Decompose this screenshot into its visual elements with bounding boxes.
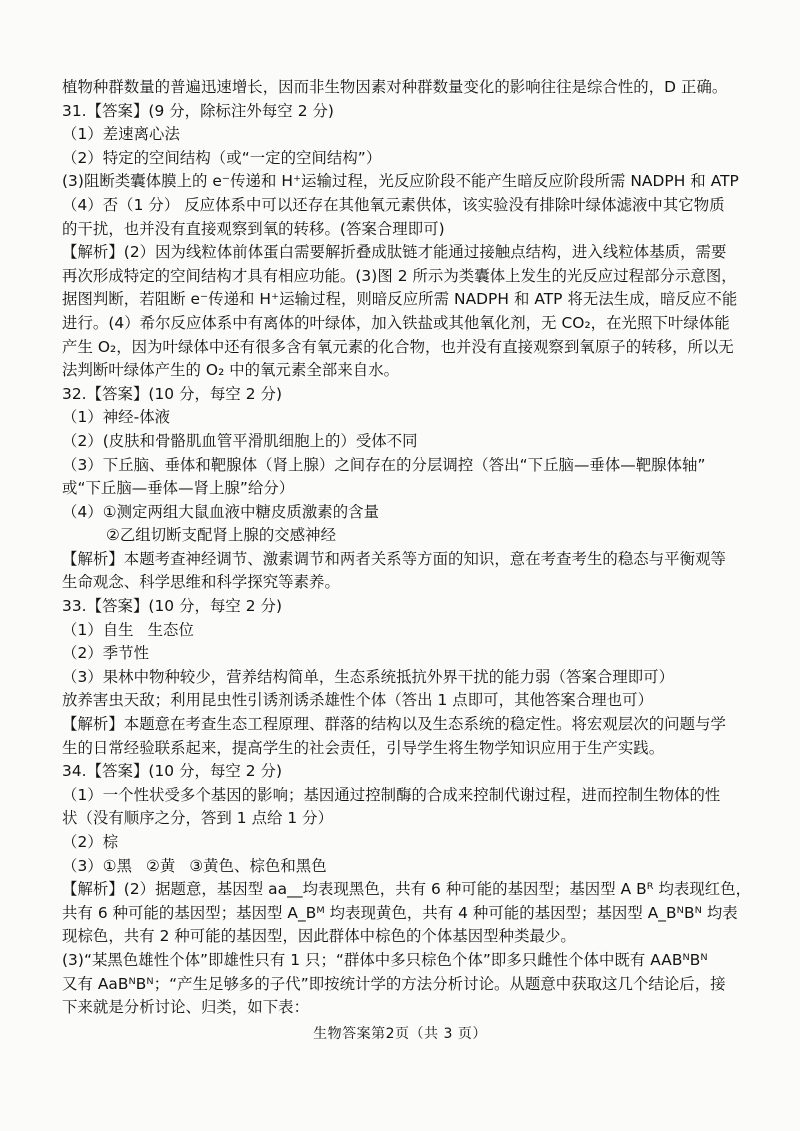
text-line	[62, 619, 754, 643]
text-line: 生的日常经验联系起来，提高学生的社会责任，引导学生将生物学知识应用于生产实践。	[62, 738, 665, 757]
text-line: 现棕色，共有 2 种可能的基因型，因此群体中棕色的个体基因型种类最少。	[62, 927, 576, 946]
question-34-heading: 34.【答案】(10 分，每空 2 分)	[62, 762, 283, 781]
text-line: 又有 AaBᴺBᴺ；“产生足够多的子代”即按统计学的方法分析讨论。从题意中获取这几个结论后，接	[62, 974, 726, 993]
text-line: 的干扰，也并没有直接观察到氧的转移。(答案合理即可)	[62, 219, 445, 238]
text-line	[62, 855, 754, 879]
text-line: 植物种群数量的普遍迅速增长，因而非生物因素对种群数量变化的影响往往是综合性的，D 正确。	[62, 78, 728, 96]
text-line: （2）棕	[62, 833, 119, 851]
question-31-heading: 31.【答案】(9 分，除标注外每空 2 分)	[62, 101, 334, 120]
text-line: （1）差速离心法	[62, 125, 180, 144]
text-line: 下来就是分析讨论、归类，如下表：	[62, 998, 310, 1017]
analysis-line: 【解析】(2）据题意，基因型 aa__均表现黑色，共有 6 种可能的基因型；基因型 A Bᴿ 均表现红色，	[62, 880, 752, 899]
answer-part: 生态位	[147, 620, 194, 639]
text-line: 法判断叶绿体产生的 O₂ 中的氧元素全部来自水。	[62, 361, 400, 380]
text-line: （1）一个性状受多个基因的影响；基因通过控制酶的合成来控制代谢过程，进而控制生物体的性	[62, 785, 721, 804]
text-line: 据图判断，若阻断 e⁻传递和 H⁺运输过程，则暗反应所需 NADPH 和 ATP 将无法生成，暗反应不能	[62, 290, 738, 309]
answer-part: ②黄	[146, 856, 176, 875]
text-line: （4）①测定两组大鼠血液中糖皮质激素的含量	[62, 502, 380, 521]
text-line: (3)“某黑色雄性个体”即雄性只有 1 只；“群体中多只棕色个体”即多只雌性个体中既有 AABᴺBᴺ	[62, 950, 708, 969]
text-line: 产生 O₂，因为叶绿体中还有很多含有氧元素的化合物，也并没有直接观察到氧原子的转移，所以无	[62, 337, 734, 356]
text-line: （3）下丘脑、垂体和靶腺体（肾上腺）之间存在的分层调控（答出“下丘脑—垂体—靶腺体轴”	[62, 455, 706, 474]
answer-text-body	[62, 76, 754, 1020]
text-line: 或“下丘脑—垂体—肾上腺”给分）	[62, 479, 295, 498]
text-line: 放养害虫天敌；利用昆虫性引诱剂诱杀雄性个体（答出 1 点即可，其他答案合理也可）	[62, 691, 654, 710]
analysis-line: 【解析】本题意在考查生态工程原理、群落的结构以及生态系统的稳定性。将宏观层次的问题与学	[62, 715, 726, 734]
answer-part: （3）①黑	[62, 856, 133, 875]
text-line: （4）否（1 分） 反应体系中可以还存在其他氧元素供体，该实验没有排除叶绿体滤液中其它物质	[62, 195, 725, 214]
text-line: 进行。(4）希尔反应体系中有离体的叶绿体，加入铁盐或其他氧化剂，无 CO₂，在光照下叶绿体能	[62, 313, 730, 332]
text-line: 共有 6 种可能的基因型；基因型 A_Bᴹ 均表现黄色，共有 4 种可能的基因型；基因型 A_BᴺBᴺ 均表	[62, 903, 738, 922]
analysis-line: 【解析】(2）因为线粒体前体蛋白需要解折叠成肽链才能通过接触点结构，进入线粒体基质，需要	[62, 243, 727, 262]
text-line: （1）神经-体液	[62, 408, 171, 427]
text-line: 生命观念、科学思维和科学探究等素养。	[62, 573, 340, 592]
text-line: (3)阻断类囊体膜上的 e⁻传递和 H⁺运输过程，光反应阶段不能产生暗反应阶段所需 NADPH 和 ATP	[62, 172, 739, 191]
answer-part: （1）自生	[62, 620, 134, 639]
analysis-line: 【解析】本题考查神经调节、激素调节和两者关系等方面的知识，意在考查考生的稳态与平衡观等	[62, 549, 726, 568]
question-32-heading: 32.【答案】(10 分，每空 2 分)	[62, 384, 283, 403]
question-33-heading: 33.【答案】(10 分，每空 2 分)	[62, 597, 283, 616]
page-footer: 生物答案第2页（共 3 页）	[313, 1026, 487, 1042]
text-line: （2）季节性	[62, 644, 150, 663]
text-line: ②乙组切断支配肾上腺的交感神经	[106, 526, 337, 545]
text-line: 再次形成特定的空间结构才具有相应功能。(3)图 2 所示为类囊体上发生的光反应过程部分示意图，	[62, 266, 737, 285]
text-line: 状（没有顺序之分，答到 1 点给 1 分）	[62, 809, 334, 828]
answer-part: ③黄色、棕色和黑色	[189, 856, 327, 875]
text-line: （2）(皮肤和骨骼肌血管平滑肌细胞上的）受体不同	[62, 431, 418, 450]
text-line: （2）特定的空间结构（或“一定的空间结构”）	[62, 148, 382, 167]
text-line: （3）果林中物种较少，营养结构简单，生态系统抵抗外界干扰的能力弱（答案合理即可）	[62, 667, 675, 686]
